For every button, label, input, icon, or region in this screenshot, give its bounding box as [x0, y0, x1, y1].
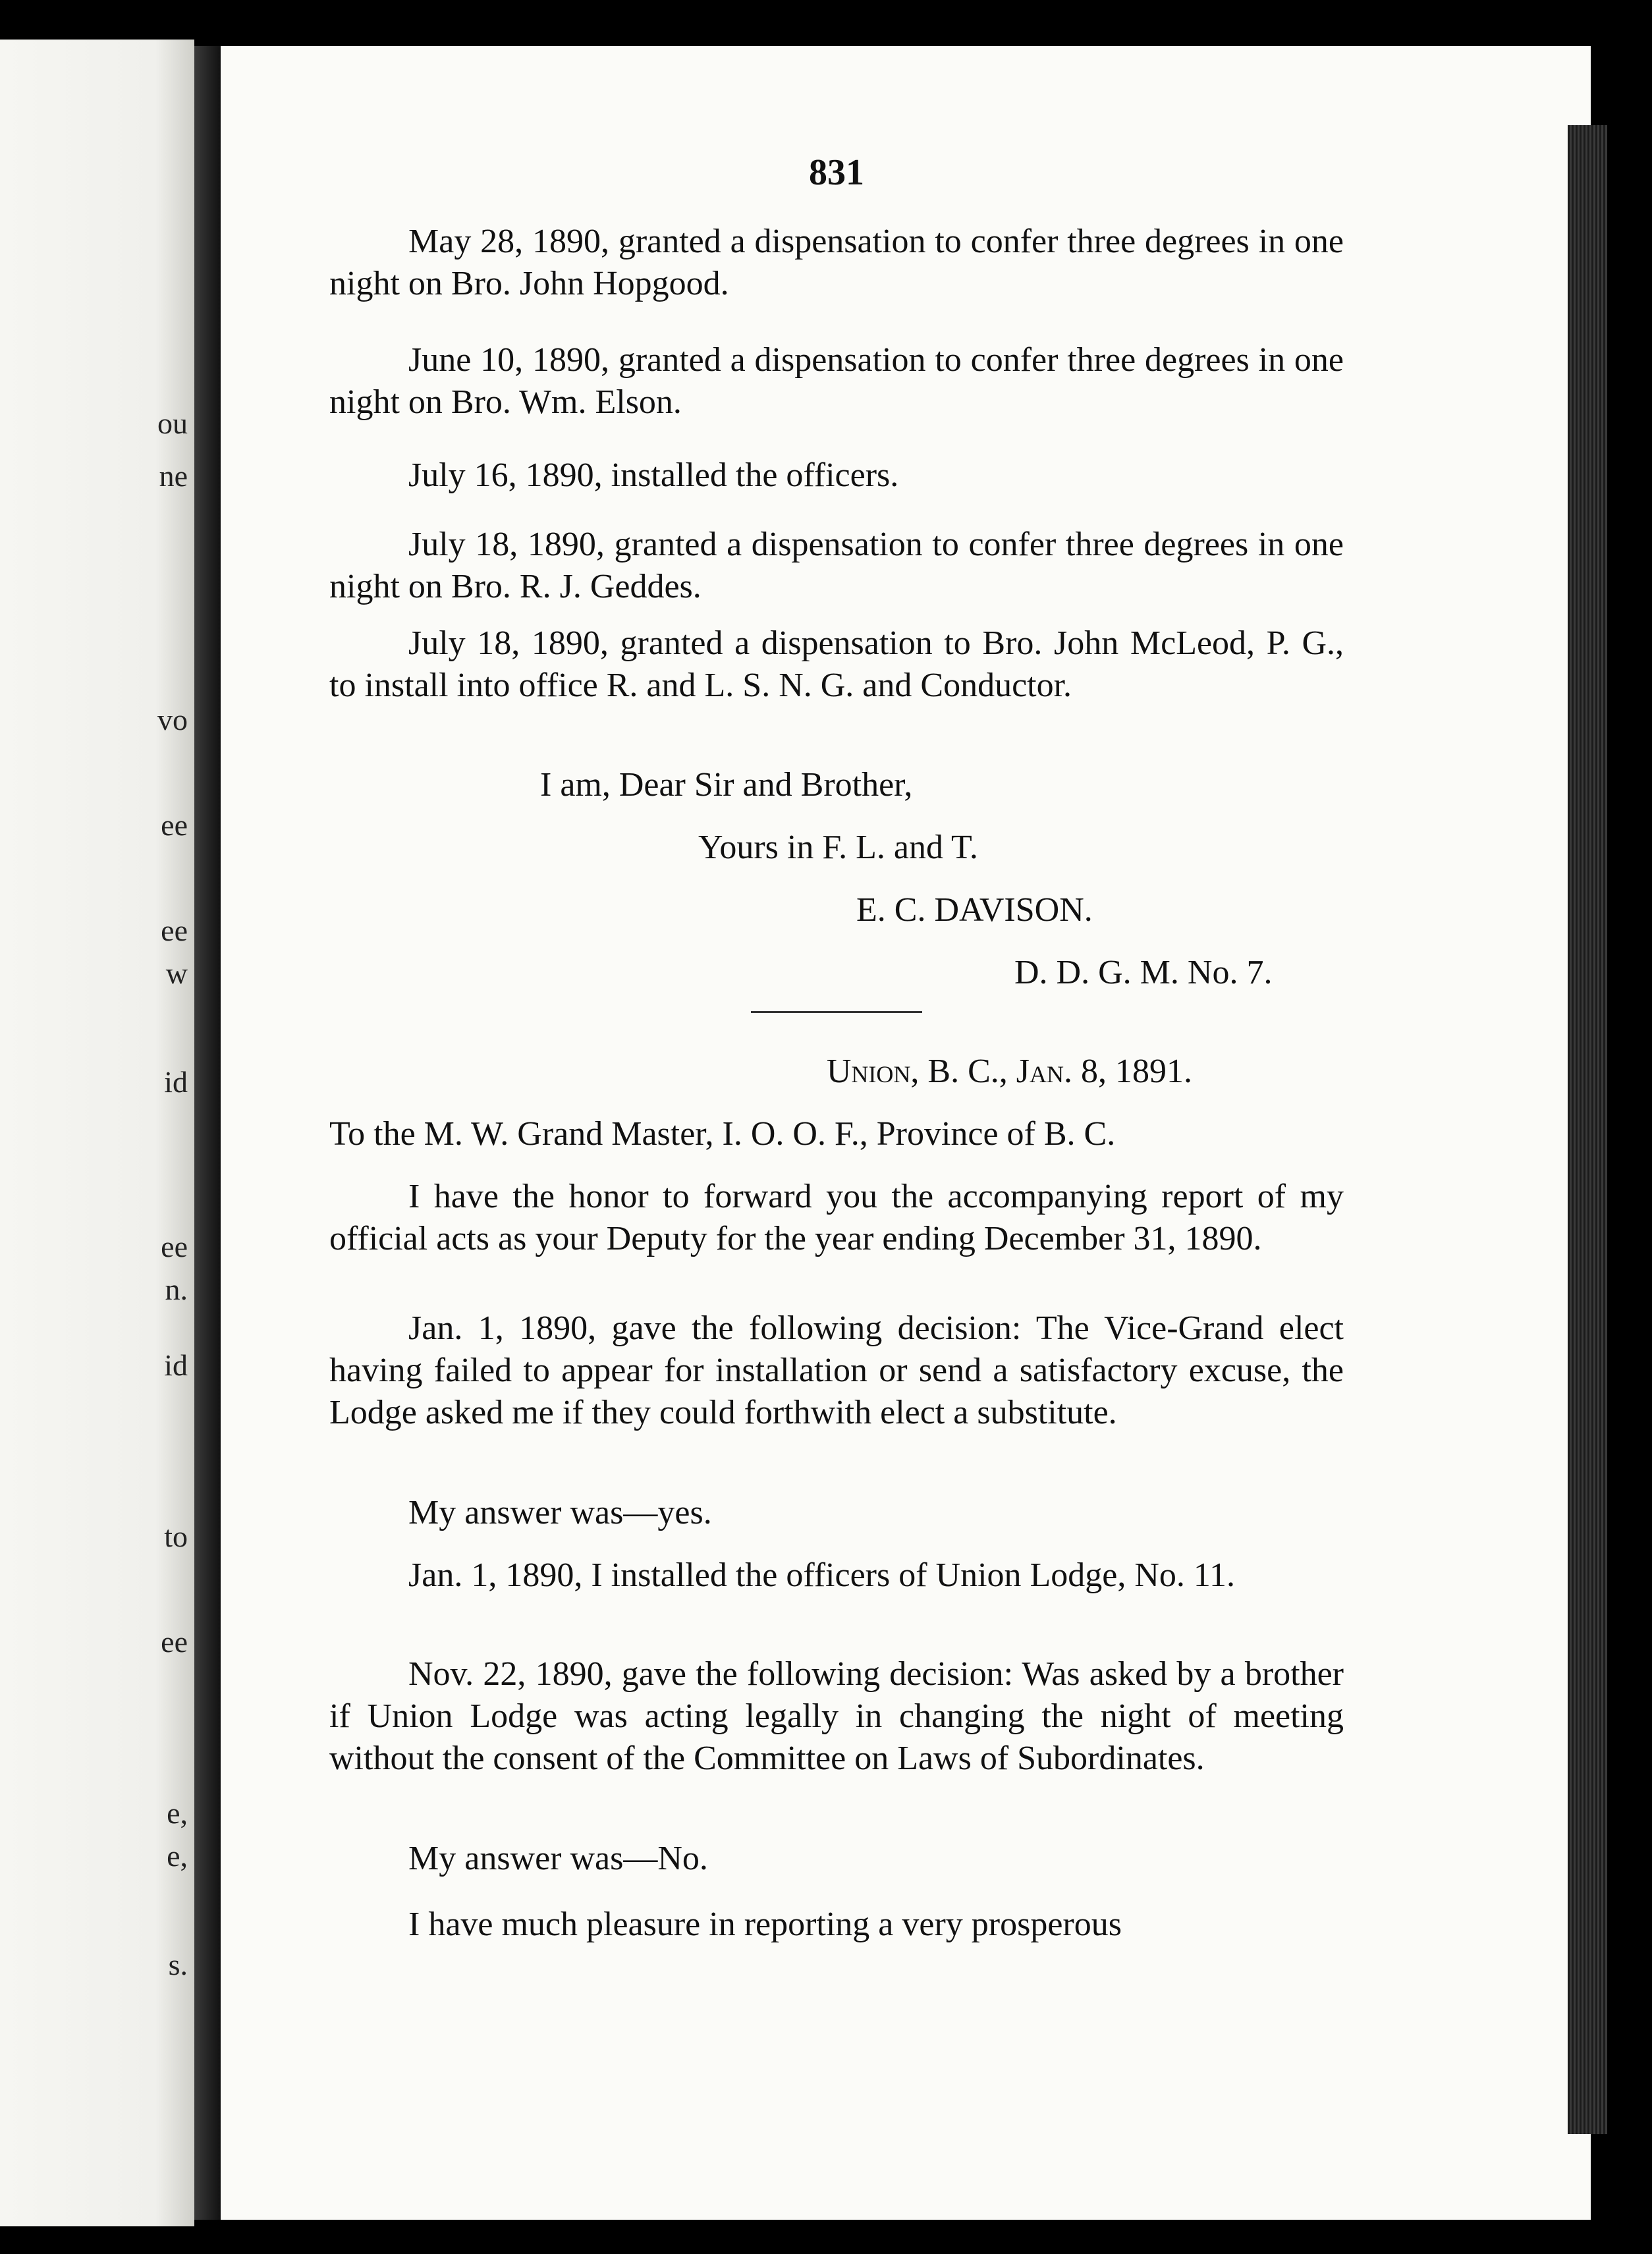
entry-paragraph: June 10, 1890, granted a dispensation to confer three degrees in one night on Bro. Wm. Elson.	[329, 341, 1344, 421]
entry-paragraph: July 16, 1890, installed the officers.	[408, 456, 899, 494]
letter-paragraph: I have the honor to forward you the accompanying report of my official acts as your Deputy for the year ending December 31, 1890.	[329, 1178, 1344, 1257]
letter-paragraph: I have much pleasure in reporting a very prosperous	[408, 1906, 1122, 1943]
facing-page-fragment: s.	[168, 1948, 188, 1981]
book-gutter	[194, 46, 221, 2220]
letter-paragraph: Jan. 1, 1890, I installed the officers of Union Lodge, No. 11.	[408, 1556, 1235, 1594]
signature-title: D. D. G. M. No. 7.	[1014, 954, 1273, 991]
facing-page-fragment: ee	[161, 808, 188, 842]
entry-paragraph: May 28, 1890, granted a dispensation to confer three degrees in one night on Bro. John Hopgood.	[329, 223, 1344, 302]
facing-page-edge	[0, 40, 194, 2226]
facing-page-fragment: vo	[157, 703, 188, 736]
letter-paragraph: My answer was—No.	[408, 1840, 708, 1877]
facing-page-fragment: ne	[159, 459, 188, 493]
facing-page-fragment: e,	[167, 1839, 188, 1873]
letter-paragraph: Jan. 1, 1890, gave the following decision: The Vice-Grand elect having failed to appear for installation or send a satisfactory excuse, the Lodge asked me if they could forthwith elect a substitute.	[329, 1309, 1344, 1431]
facing-page-fragment: ee	[161, 1625, 188, 1659]
facing-page-fragment: w	[165, 956, 188, 990]
closing-line: Yours in F. L. and T.	[698, 829, 978, 866]
facing-page-fragment: e,	[167, 1796, 188, 1830]
letter-salutation: To the M. W. Grand Master, I. O. O. F., Province of B. C.	[329, 1115, 1116, 1153]
facing-page-fragment: n.	[165, 1273, 188, 1306]
letter-paragraph: Nov. 22, 1890, gave the following decision: Was asked by a brother if Union Lodge was acting legally in changing the night of meeting without the consent of the Committee on Laws of Subordinates.	[329, 1655, 1344, 1777]
page-number: 831	[809, 152, 864, 193]
letter-place-date: Union, B. C., Jan. 8, 1891.	[826, 1053, 1192, 1090]
facing-page-fragment: ee	[161, 1230, 188, 1263]
facing-page-fragment: to	[164, 1520, 188, 1553]
facing-page-fragment: ou	[157, 406, 188, 440]
page-stack-edge	[1568, 125, 1607, 2134]
entry-paragraph: July 18, 1890, granted a dispensation to confer three degrees in one night on Bro. R. J. Geddes.	[329, 526, 1344, 605]
letter-paragraph: My answer was—yes.	[408, 1494, 712, 1531]
facing-page-fragment: id	[164, 1065, 188, 1099]
section-divider	[751, 1011, 922, 1013]
signature: E. C. DAVISON.	[856, 891, 1093, 929]
facing-page-fragment: ee	[161, 914, 188, 947]
facing-page-fragment: id	[164, 1348, 188, 1382]
closing-line: I am, Dear Sir and Brother,	[540, 766, 913, 804]
entry-paragraph: July 18, 1890, granted a dispensation to Bro. John McLeod, P. G., to install into office R. and L. S. N. G. and Conductor.	[329, 624, 1344, 704]
